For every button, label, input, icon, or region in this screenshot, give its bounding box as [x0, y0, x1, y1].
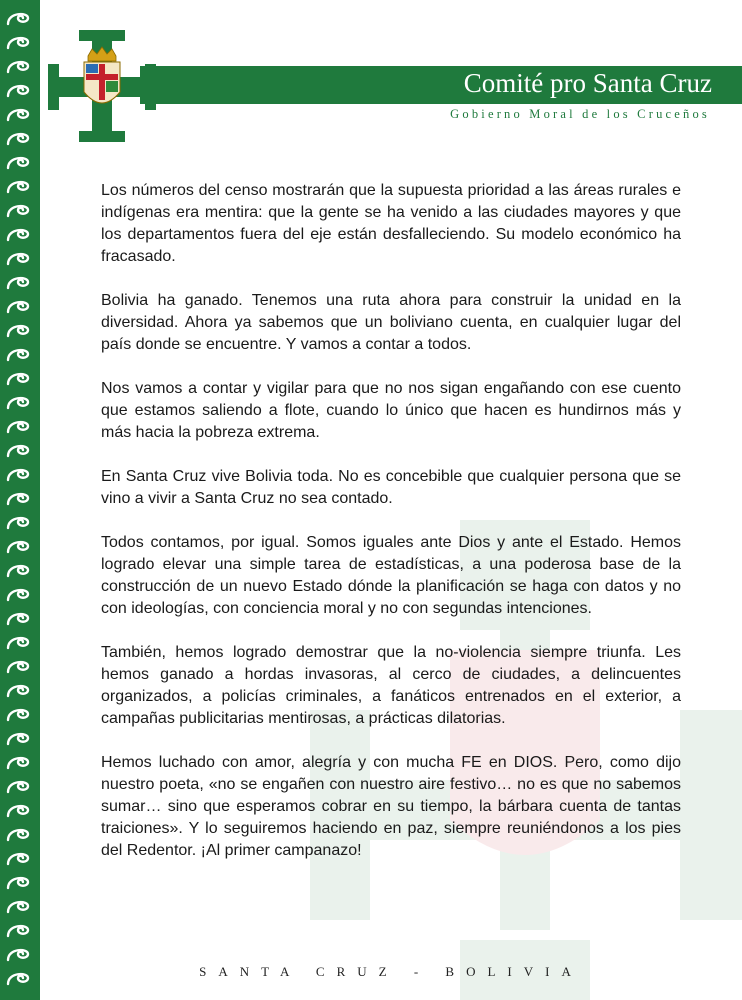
header-subtitle: Gobierno Moral de los Cruceños: [450, 107, 710, 121]
header-bar: [140, 66, 742, 104]
paragraph: Hemos luchado con amor, alegría y con mucha FE en DIOS. Pero, como dijo nuestro poeta, «no se engañen con nuestro aire festivo… no es que no sabemos sumar… sino que esperamos cobrar en su tiempo, la bárbara cuenta de tantas traiciones». Y lo seguiremos haciendo en paz, siempre reuniéndonos a los pies del Redentor. ¡Al primer campanazo!: [101, 754, 681, 859]
footer-location: SANTA CRUZ - BOLIVIA: [199, 964, 583, 979]
paragraph: En Santa Cruz vive Bolivia toda. No es concebible que cualquier persona que se vino a vivir a Santa Cruz no sea contado.: [101, 468, 681, 507]
paragraph: Nos vamos a contar y vigilar para que no nos sigan engañando con ese cuento que estamos saliendo a flote, cuando lo único que hacen es hundirnos más y más hacia la pobreza extrema.: [101, 380, 681, 441]
paragraph: Los números del censo mostrarán que la supuesta prioridad a las áreas rurales e indígenas era mentira: que la gente se ha venido a las ciudades mayores y que los departamentos fuera del eje están desfalleciendo. Su modelo económico ha fracasado.: [101, 182, 681, 265]
document-body: [101, 180, 681, 884]
scroll-border: [0, 0, 40, 1000]
paragraph: También, hemos logrado demostrar que la no-violencia siempre triunfa. Les hemos ganado a hordas invasoras, al cerco de ciudades, a delincuentes organizados, a policías criminales, a fanáticos entrenados en el exterior, a campañas publicitarias mentirosas, a prácticas dilatorias.: [101, 644, 681, 727]
paragraph: Bolivia ha ganado. Tenemos una ruta ahora para construir la unidad en la diversidad. Ahora ya sabemos que un boliviano cuenta, en cualquier lugar del país donde se encuentre. Y vamos a contar a todos.: [101, 292, 681, 353]
scroll-ornament-icon: [3, 4, 33, 996]
paragraph: Todos contamos, por igual. Somos iguales ante Dios y ante el Estado. Hemos logrado elevar una simple tarea de estadísticas, a una poderosa base de la construcción de un nuevo Estado dónde la planificación se haga con datos y no con ideologías, con conciencia moral y no con segundas intenciones.: [101, 534, 681, 617]
page-title: Comité pro Santa Cruz: [463, 68, 712, 98]
